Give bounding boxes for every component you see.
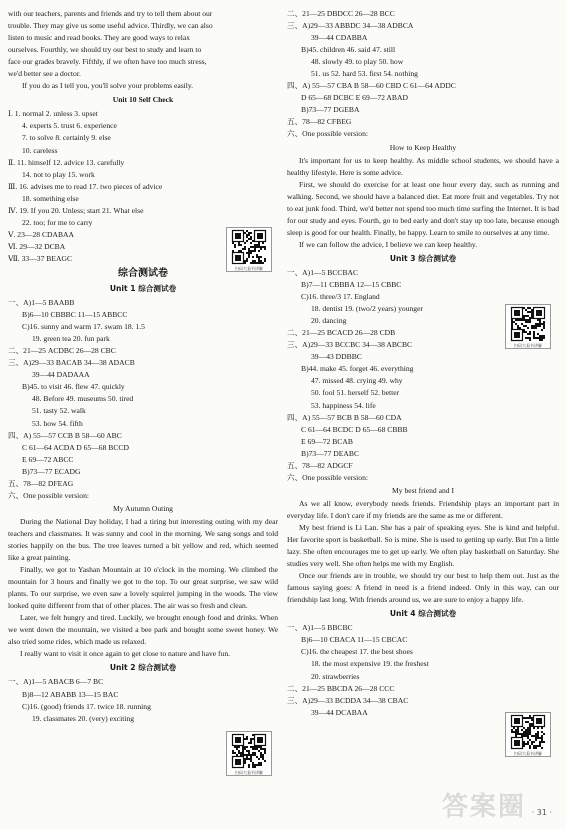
answer-line: 20. strawberries xyxy=(311,671,360,681)
answer-line: Ⅱ. 11. himself 12. advice 13. carefully xyxy=(8,157,125,167)
answer-line: B)8—12 ABABB 13—15 BAC xyxy=(22,689,119,699)
answer-line: 7. to solve 8. certainly 9. else xyxy=(22,133,111,143)
answer-line: 51. tasty 52. walk xyxy=(32,406,86,416)
answer-line: 三、A)29—33 BACAB 34—38 ADACB xyxy=(8,358,135,368)
essay1-body xyxy=(8,516,278,661)
essay-paragraph: If we can follow the advice, I believe we can keep healthy. xyxy=(299,239,478,249)
essay-paragraph: As we all know, everybody needs friends. Friendship plays an important part in everyday life. I don't care if my friends are the same as me or different. xyxy=(287,498,559,520)
text-line: trouble. They may give us some useful advice. Thirdly, we can also xyxy=(8,21,213,31)
answer-line: 39—44 DADAAA xyxy=(32,370,90,380)
unit10-title: Unit 10 Self Check xyxy=(112,95,174,105)
answer-line: 四、A) 55—57 BCB B 58—60 CDA xyxy=(287,412,402,422)
qr-code-unit1[interactable] xyxy=(226,227,272,272)
answer-line: 53. happiness 54. life xyxy=(311,400,376,410)
unit4-answers xyxy=(287,622,559,718)
answer-line: C 61—64 BCDC D 65—68 CBBB xyxy=(301,424,408,434)
answer-line: 22. too; for me to carry xyxy=(22,217,93,227)
answer-line: 六、One possible version: xyxy=(8,490,89,500)
text-line: face our grades bravely. Fifthly, if we often have too much stress, xyxy=(8,57,207,67)
right-column xyxy=(287,8,559,719)
answer-line: Ⅶ. 33—37 BEAGC xyxy=(8,253,73,263)
answer-line: 一、A)1—5 BBCBC xyxy=(287,623,353,633)
essay-paragraph: Later, we felt hungry and tired. Luckily, we brought enough food and drinks. When we went down the mountain, we visited a bee park and bought some sweet honey. We also tried some rides, which made us relaxed. xyxy=(8,613,278,647)
answer-line: Ⅵ. 29—32 DCBA xyxy=(8,241,66,251)
answer-line: 六、One possible version: xyxy=(287,472,368,482)
answer-line: C)16. (good) friends 17. twice 18. running xyxy=(22,701,151,711)
answer-line: B)7—11 CBBBA 12—15 CBBC xyxy=(301,280,402,290)
answer-line: B)6—10 CBACA 11—15 CBCAC xyxy=(301,635,408,645)
answer-line: Ⅳ. 19. If you 20. Unless; start 21. What else xyxy=(8,205,144,215)
answer-line: Ⅲ. 16. advises me to read 17. two pieces of advice xyxy=(8,181,163,191)
unit4-title: Unit 4 综合测试卷 xyxy=(389,609,457,619)
qr-caption: 扫码大看书讲解 xyxy=(235,266,263,271)
answer-line: C)16. three/3 17. England xyxy=(301,292,380,302)
qr-code-icon xyxy=(506,713,550,751)
answer-line: 四、A) 55—57 CBA B 58—60 CBD C 61—64 ADDC xyxy=(287,81,456,91)
unit2-answers xyxy=(8,676,278,724)
essay3-title: My best friend and I xyxy=(392,485,454,495)
text-line: ourselves. Fourthly, we should try our best to study and learn to xyxy=(8,45,202,55)
answer-line: 48. Before 49. museums 50. tired xyxy=(32,394,134,404)
answer-line: 39—44 DCABAA xyxy=(311,707,368,717)
answer-line: 三、A)29—33 ABBDC 34—38 ADBCA xyxy=(287,21,414,31)
answer-line: 18. something else xyxy=(22,193,79,203)
text-line: we'd better see a doctor. xyxy=(8,69,81,79)
answer-line: B)73—77 DGEBA xyxy=(301,105,360,115)
unit3-title: Unit 3 综合测试卷 xyxy=(389,253,457,263)
answer-line: 47. missed 48. crying 49. why xyxy=(311,376,403,386)
answer-line: 五、78—82 ADGCF xyxy=(287,460,353,470)
answer-line: B)6—10 CBBBC 11—15 ABBCC xyxy=(22,310,128,320)
watermark-logo: 答案圈 xyxy=(441,792,526,822)
qr-code-unit2[interactable] xyxy=(226,731,272,776)
test-section-title: 综合测试卷 xyxy=(118,267,168,279)
essay-paragraph: First, we should do exercise for at least one hour every day, such as running and walking. Second, we should have a balanced diet. Eat more fruit and vegetables. Try not to eat junk food. Third, we'd better not spend too much time surfing the Internet. It is bad for our study and eyes. Fourth, go to bed early and don't stay up too late, because enough sleep is good for our health. Finally, be happy. Learn to smile to ourselves at any time. xyxy=(287,179,559,237)
answer-line: 五、78—82 CFBEG xyxy=(287,117,352,127)
qr-code-icon xyxy=(506,305,550,343)
answer-line: 53. how 54. fifth xyxy=(32,418,83,428)
page-number: · 31 · xyxy=(531,808,552,817)
unit1-title: Unit 1 综合测试卷 xyxy=(109,283,177,293)
text-line: with our teachers, parents and friends and try to tell them about our xyxy=(8,9,213,18)
unit3-answers xyxy=(287,267,559,484)
answer-line: E 69—72 BCAB xyxy=(301,436,353,446)
answer-line: 一、A)1—5 ABACB 6—7 BC xyxy=(8,677,104,687)
qr-caption: 扫码大看书讲解 xyxy=(514,343,542,348)
answer-line: 五、78—82 DFEAG xyxy=(8,478,74,488)
answer-line: 39—43 DDBBC xyxy=(311,352,362,362)
answer-line: 51. us 52. hard 53. first 54. nothing xyxy=(311,69,418,79)
answer-line: C 61—64 ACDA D 65—68 BCCD xyxy=(22,442,129,452)
answer-line: Ⅰ. 1. normal 2. unless 3. upset xyxy=(8,109,98,119)
essay2-title: How to Keep Healthy xyxy=(389,142,457,152)
essay-paragraph: It's important for us to keep healthy. As middle school students, we should have a healthy lifestyle. Here is some advice. xyxy=(287,155,559,177)
answer-line: E 69—72 ABCC xyxy=(22,454,74,464)
answer-line: B)73—77 ECADG xyxy=(22,466,81,476)
essay-paragraph: During the National Day holiday, I had a tiring but interesting outing with my dear teachers and classmates. It was sunny and cool in the morning. We sang songs and told stories happily on the bus. The tree leaves turned a bit yellow and red, which seemed like a great painting. xyxy=(8,516,278,563)
answer-line: 三、A)29—33 BCCBC 34—38 ABCBC xyxy=(287,340,413,350)
answer-line: 18. dentist 19. (two/2 years) younger xyxy=(311,304,423,314)
answer-line: 二、21—25 ACDBC 26—28 CBC xyxy=(8,346,116,356)
qr-code-icon xyxy=(227,732,271,770)
answer-line: 一、A)1—5 BAABB xyxy=(8,298,75,308)
answer-line: 18. the most expensive 19. the freshest xyxy=(311,659,429,669)
answer-line: 一、A)1—5 BCCBAC xyxy=(287,267,359,277)
answer-line: D 65—68 DCBC E 69—72 ABAD xyxy=(301,93,408,103)
answer-line: B)45. children 46. said 47. still xyxy=(301,45,396,55)
text-line: listen to music and read books. They are good ways to relax xyxy=(8,33,191,43)
essay1-title: My Autumn Outing xyxy=(113,503,173,513)
answer-line: 二、21—25 BBCDA 26—28 CCC xyxy=(287,683,395,693)
essay-paragraph: Once our friends are in trouble, we should try our best to help them out. Just as the famous saying goes: A friend in need is a friend indeed. Only in this way, can our friendship last long. With friends around us, we are sure to enjoy a happy life. xyxy=(287,571,559,605)
essay2-body xyxy=(287,155,559,251)
answer-line: C)16. the cheapest 17. the best shoes xyxy=(301,647,413,657)
answer-line: B)73—77 DEABC xyxy=(301,448,360,458)
answer-line: 39—44 CDABBA xyxy=(311,33,368,43)
answer-line: B)44. make 45. forget 46. everything xyxy=(301,364,414,374)
answer-line: 4. experts 5. trust 6. experience xyxy=(22,121,117,131)
unit2-title: Unit 2 综合测试卷 xyxy=(109,663,177,673)
qr-caption: 扫码大看书讲解 xyxy=(514,751,542,756)
closing-line: If you do as I tell you, you'll solve your problems easily. xyxy=(22,81,194,91)
essay3-body xyxy=(287,498,559,606)
essay-paragraph: Finally, we got to Yashan Mountain at 10 o'clock in the morning. We climbed the mountain for 3 hours and finally we got to the top. To our great surprise, we saw wild plants. To our surprise, we even saw a lovely squirrel jumping in the woods. The view looked quite different from that of other places. The air was so fresh and clean. xyxy=(8,565,278,611)
answer-line: 六、One possible version: xyxy=(287,129,368,139)
answer-line: 50. fool 51. herself 52. better xyxy=(311,388,400,398)
qr-code-icon xyxy=(227,228,271,266)
unit2-answers-continued xyxy=(287,8,559,141)
answer-line: 20. dancing xyxy=(311,316,347,326)
answer-line: 48. slowly 49. to play 50. how xyxy=(311,57,404,67)
intro-paragraph xyxy=(8,8,278,80)
qr-code-unit3[interactable] xyxy=(505,304,551,349)
answer-line: 四、A) 55—57 CCB B 58—60 ABC xyxy=(8,430,122,440)
essay-paragraph: I really want to visit it once again to get close to nature and have fun. xyxy=(20,649,231,659)
answer-line: 二、21—25 DBDCC 26—28 BCC xyxy=(287,9,395,18)
answer-line: Ⅴ. 23—28 CDABAA xyxy=(8,229,75,239)
unit1-answers xyxy=(8,297,278,502)
left-column xyxy=(8,8,278,725)
answer-line: 14. not to play 15. work xyxy=(22,169,95,179)
answer-line: C)16. sunny and warm 17. swam 18. 1.5 xyxy=(22,322,145,332)
answer-line: B)45. to visit 46. flew 47. quickly xyxy=(22,382,125,392)
answer-line: 二、21—25 BCACD 26—28 CDB xyxy=(287,328,396,338)
answer-line: 19. classmates 20. (very) exciting xyxy=(32,713,135,723)
qr-caption: 扫码大看书讲解 xyxy=(235,770,263,775)
answer-line: 10. careless xyxy=(22,145,58,155)
answer-line: 19. green tea 20. fun park xyxy=(32,334,110,344)
essay-paragraph: My best friend is Li Lan. She has a pair of speaking eyes. She is kind and helpful. Her favorite sport is basketball. So is mine. She is used to getting up early. But I'm a little lazy. She often encourages me to get up early. We often play basketball on Saturday. She studies very well. She often helps me with my English. xyxy=(287,522,559,569)
answer-line: 三、A)29—33 BCDDA 34—38 CBAC xyxy=(287,695,409,705)
qr-code-unit4[interactable] xyxy=(505,712,551,757)
